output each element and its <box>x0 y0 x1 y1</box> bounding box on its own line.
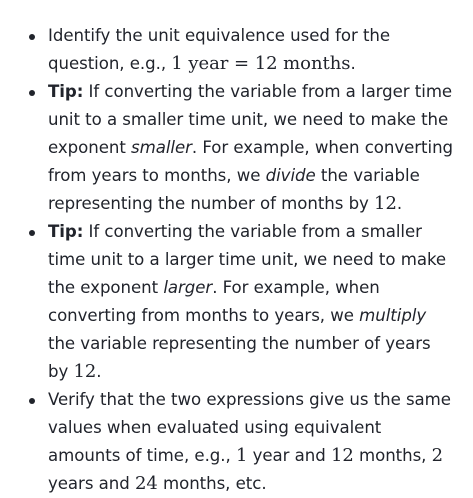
emphasis-text: smaller <box>131 138 192 157</box>
bullet-icon <box>29 398 35 404</box>
bullet-item-verify <box>0 386 473 498</box>
bullet-text: . For example, when converting from years to months, we <box>48 138 454 185</box>
bullet-icon <box>29 230 35 236</box>
tip-label: Tip: <box>48 82 84 101</box>
bullet-text: the variable representing the number of years by <box>48 334 431 381</box>
bullet-item-tip-larger-to-smaller <box>0 78 473 218</box>
bullet-list <box>0 22 473 498</box>
bullet-text: . <box>396 194 403 213</box>
bullet-item-tip-smaller-to-larger <box>0 218 473 386</box>
bullet-text: . <box>96 362 102 381</box>
bullet-text: If converting the variable from a larger time unit to a smaller time unit, we need to make the exponent <box>48 82 453 157</box>
math-expression: 12 <box>330 445 354 466</box>
bullet-item-unit-equivalence <box>0 22 473 78</box>
bullet-text: months, etc. <box>157 474 267 493</box>
bullet-text: years and <box>48 474 135 493</box>
math-expression: 1 <box>235 445 248 466</box>
bullet-icon <box>29 90 35 96</box>
emphasis-text: larger <box>163 278 213 297</box>
bullet-text: the variable representing the number of months by <box>48 166 420 213</box>
emphasis-text: divide <box>265 166 316 185</box>
emphasis-text: multiply <box>359 306 427 325</box>
bullet-text: months, <box>353 446 432 465</box>
bullet-text: Verify that the two expressions give us the same values when evaluated using equivalent amounts of time, e.g., <box>48 390 451 465</box>
bullet-text: . For example, when converting from months to years, we <box>48 278 380 325</box>
tip-label: Tip: <box>48 222 84 241</box>
math-expression: 2 <box>431 445 444 466</box>
bullet-icon <box>29 34 35 40</box>
bullet-text: If converting the variable from a smaller time unit to a larger time unit, we need to make the exponent <box>48 222 447 297</box>
bullet-text: . <box>350 54 356 73</box>
math-expression: 1 year = 12 months <box>171 53 351 74</box>
bullet-text: year and <box>247 446 331 465</box>
math-expression: 12 <box>73 361 97 382</box>
math-expression: 24 <box>134 473 158 494</box>
math-expression: 12 <box>374 193 397 214</box>
bullet-text: Identify the unit equivalence used for the question, e.g., <box>48 26 391 73</box>
